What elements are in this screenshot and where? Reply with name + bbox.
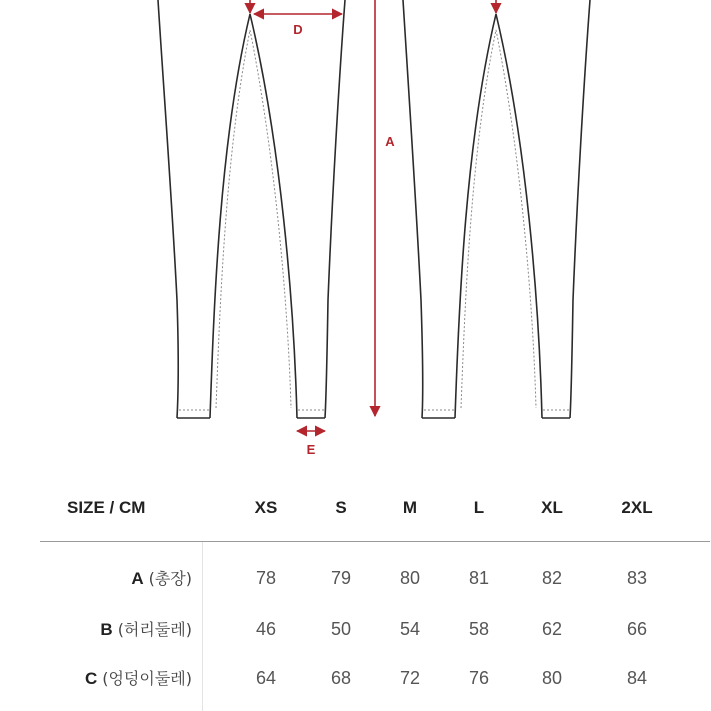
leggings-front-stitching bbox=[179, 30, 324, 410]
cell-c-s: 68 bbox=[330, 668, 352, 688]
measure-d-label: D bbox=[293, 22, 303, 37]
cell-c-xl: 80 bbox=[541, 668, 563, 688]
cell-a-s: 79 bbox=[330, 568, 352, 588]
cell-a-m: 80 bbox=[399, 568, 421, 588]
size-col-s: S bbox=[335, 498, 347, 517]
label-column-divider bbox=[202, 542, 203, 711]
cell-b-xs: 46 bbox=[255, 619, 277, 639]
row-b-key: B bbox=[100, 620, 113, 639]
size-table bbox=[0, 484, 711, 711]
header-divider bbox=[40, 541, 710, 542]
size-col-xs: XS bbox=[254, 498, 278, 517]
row-c-desc: (엉덩이둘레) bbox=[102, 669, 192, 688]
leggings-back-stitching bbox=[424, 30, 569, 410]
row-b-label bbox=[0, 617, 192, 640]
row-a-key: A bbox=[131, 569, 144, 588]
size-col-xl: XL bbox=[541, 498, 563, 517]
cell-a-l: 81 bbox=[468, 568, 490, 588]
size-col-2xl: 2XL bbox=[621, 498, 653, 517]
cell-a-xl: 82 bbox=[541, 568, 563, 588]
leggings-back-outline bbox=[403, 0, 590, 418]
row-b-desc: (허리둘레) bbox=[117, 620, 192, 639]
measure-a-label: A bbox=[385, 134, 395, 149]
size-header: SIZE / CM bbox=[67, 498, 146, 517]
row-a-label bbox=[0, 566, 192, 589]
cell-a-2xl: 83 bbox=[626, 568, 648, 588]
measure-e-label: E bbox=[306, 442, 316, 457]
cell-c-xs: 64 bbox=[255, 668, 277, 688]
cell-b-2xl: 66 bbox=[626, 619, 648, 639]
cell-c-m: 72 bbox=[399, 668, 421, 688]
cell-a-xs: 78 bbox=[255, 568, 277, 588]
leggings-front-outline bbox=[158, 0, 345, 418]
size-col-l: L bbox=[473, 498, 485, 517]
row-c-key: C bbox=[84, 669, 98, 688]
cell-b-m: 54 bbox=[399, 619, 421, 639]
row-a-desc: (총장) bbox=[148, 569, 192, 588]
cell-b-xl: 62 bbox=[541, 619, 563, 639]
cell-b-l: 58 bbox=[468, 619, 490, 639]
cell-b-s: 50 bbox=[330, 619, 352, 639]
cell-c-2xl: 84 bbox=[626, 668, 648, 688]
row-c-label bbox=[0, 666, 192, 689]
size-col-m: M bbox=[402, 498, 418, 517]
cell-c-l: 76 bbox=[468, 668, 490, 688]
